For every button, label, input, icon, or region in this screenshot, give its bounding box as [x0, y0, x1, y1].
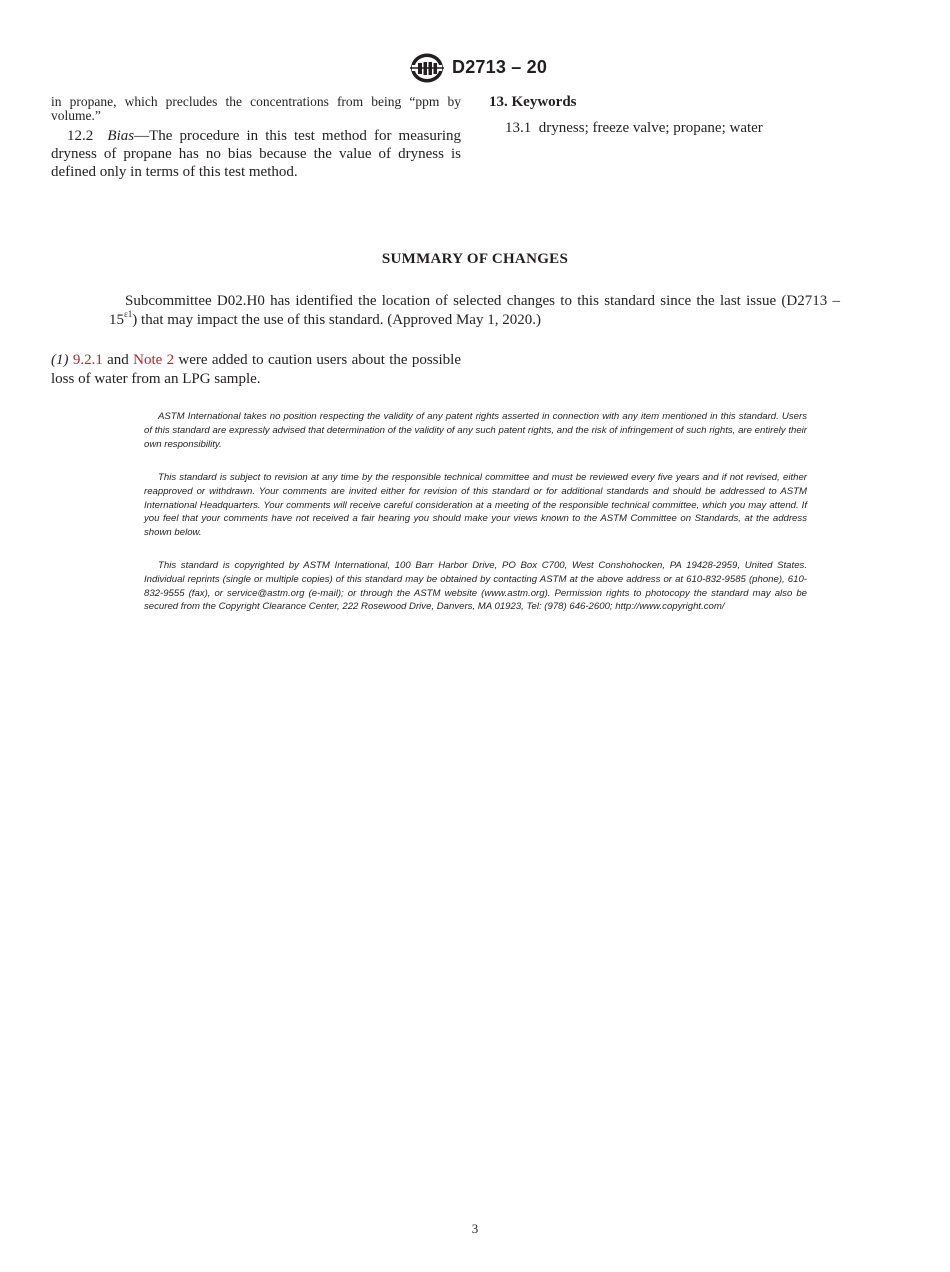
- keywords-section-number: 13.1: [505, 120, 532, 136]
- patent-notice: ASTM International takes no position respecting the validity of any patent rights asserted in connection with any item mentioned in this standard. Users of this standard are expressly advised that determination of the validity of any such patent rights, and the risk of infringement of such rights, are entirely their own responsibility.: [144, 411, 807, 450]
- bias-section-number: 12.2: [67, 128, 94, 144]
- change-item-conjunction: and: [107, 352, 129, 368]
- bias-text: —The procedure in this test method for measuring dryness of propane has no bias because the value of dryness is defined only in terms of this test method.: [51, 128, 462, 180]
- change-item-text: were added to caution users about the possible loss of water from an LPG sample.: [51, 352, 462, 387]
- revision-notice: This standard is subject to revision at any time by the responsible technical committee and must be reviewed every five years and if not revised, either reapproved or withdrawn. Your comments are invited either for revision of this standard or for additional standards and should be addressed to ASTM International Headquarters. Your comments will receive careful consideration at a meeting of the responsible technical committee, which you may attend. If you feel that your comments have not received a fair hearing you should make your views known to the ASTM Committee on Standards, at the address shown below.: [144, 472, 807, 539]
- summary-intro-paragraph: [109, 292, 840, 330]
- astm-logo-icon: [409, 52, 445, 84]
- summary-intro-text: Subcommittee D02.H0 has identified the location of selected changes to this standard since the last issue (D2713 – 15: [109, 293, 840, 328]
- section-9-2-1-link[interactable]: 9.2.1: [72, 352, 103, 368]
- continued-precision-text: in propane, which precludes the concentrations from being “ppm by volume.”: [51, 94, 461, 123]
- keywords-list: dryness; freeze valve; propane; water: [538, 120, 763, 136]
- summary-intro-text-end: ) that may impact the use of this standard. (Approved May 1, 2020.): [132, 312, 541, 328]
- summary-of-changes-title: SUMMARY OF CHANGES: [381, 251, 569, 267]
- right-column: [489, 93, 899, 137]
- page-header: [0, 52, 950, 86]
- bias-paragraph: [51, 127, 461, 181]
- copyright-notice: This standard is copyrighted by ASTM International, 100 Barr Harbor Drive, PO Box C700, West Conshohocken, PA 19428-2959, United States. Individual reprints (single or multiple copies) of this standard may be obtained by contacting ASTM at the above address or at 610-832-9585 (phone), 610-832-9555 (fax), or service@astm.org (e-mail); or through the ASTM website (www.astm.org). Permission rights to photocopy the standard may also be secured from the Copyright Clearance Center, 222 Rosewood Drive, Danvers, MA 01923, Tel: (978) 646-2600; http://www.copyright.com/: [144, 560, 807, 613]
- keywords-paragraph: [505, 119, 899, 137]
- note-2-link[interactable]: Note 2: [133, 352, 175, 368]
- page-number: 3: [471, 1221, 479, 1236]
- standard-designation: D2713 – 20: [452, 57, 548, 77]
- bias-term: Bias: [107, 128, 135, 144]
- epsilon-superscript: ε1: [124, 309, 133, 319]
- keywords-heading: 13. Keywords: [489, 94, 577, 110]
- change-item-number: (1): [51, 352, 69, 368]
- left-column: [51, 95, 461, 181]
- change-item-1: [51, 351, 461, 389]
